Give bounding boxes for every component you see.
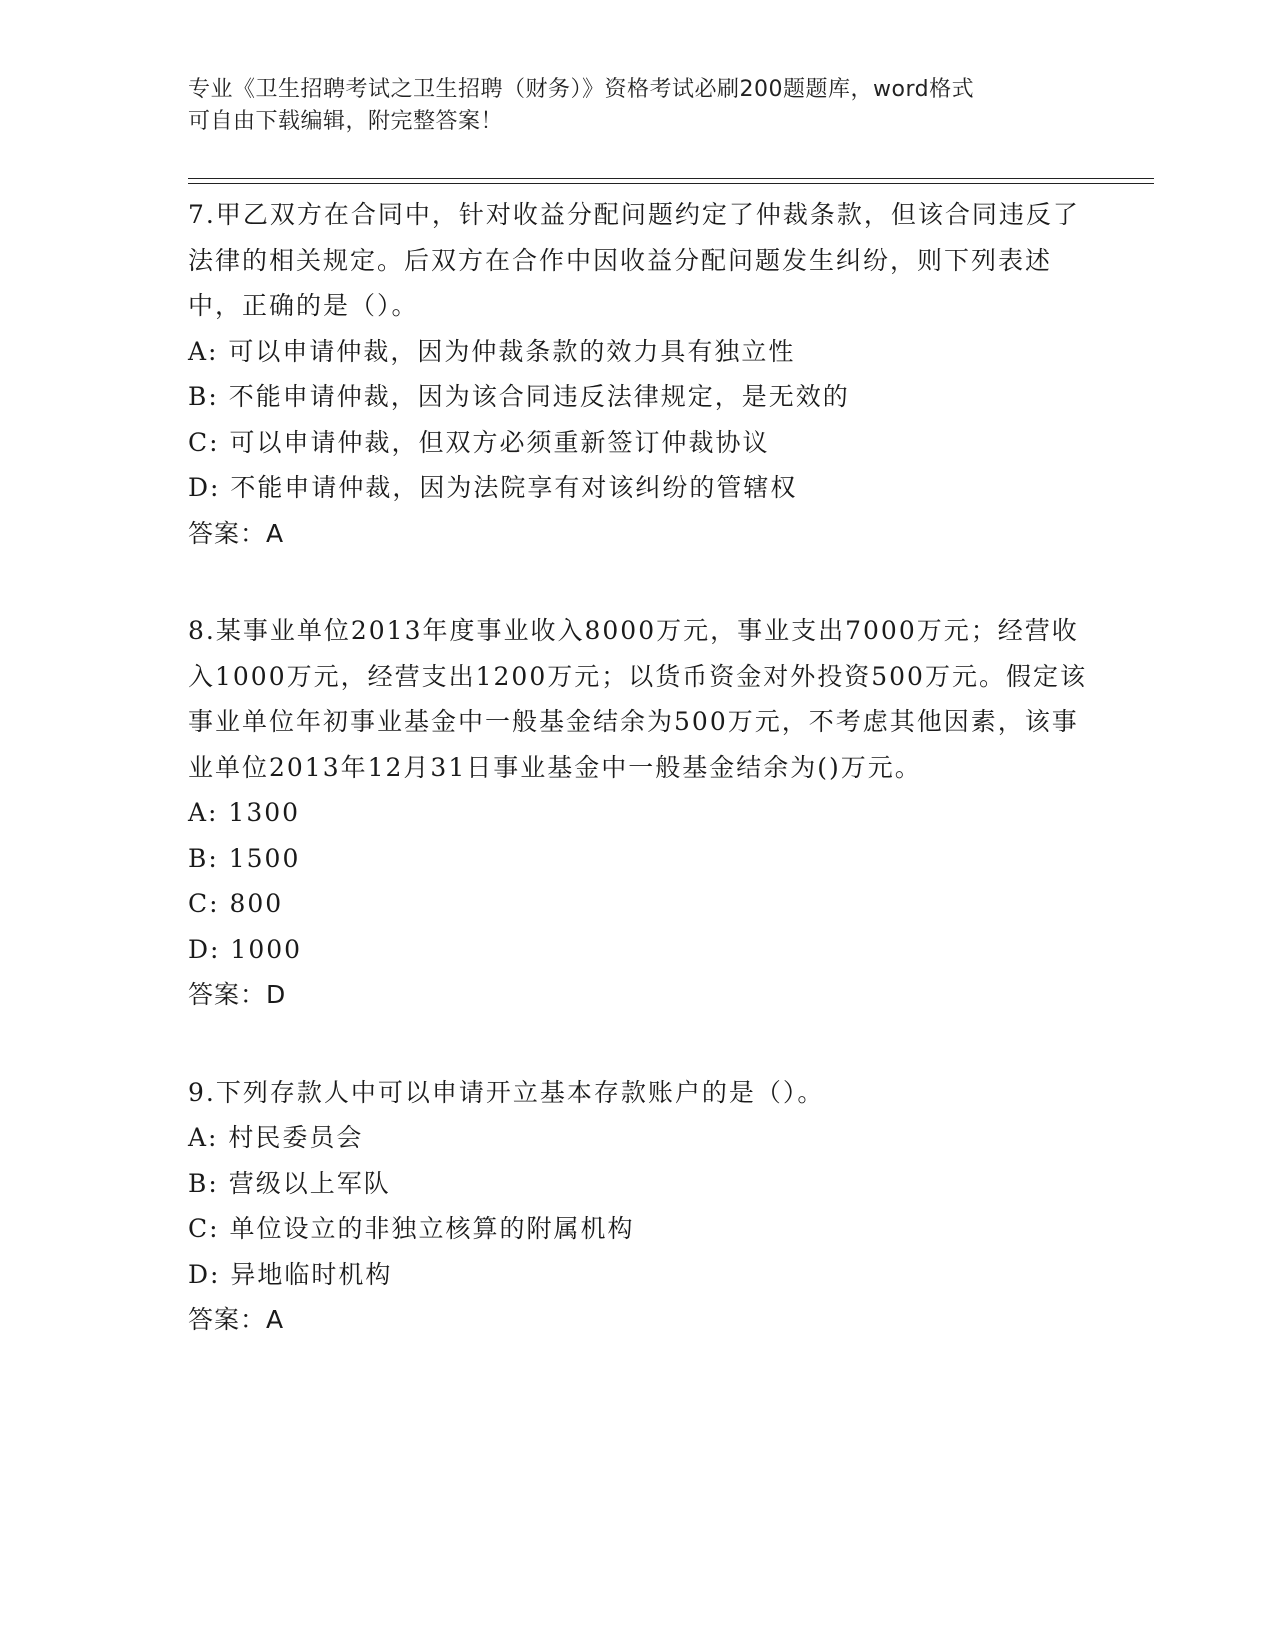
question-list xyxy=(188,192,1088,1395)
answer-label: 答案：D xyxy=(188,980,287,1009)
option-d: D: 1000 xyxy=(188,934,303,964)
option-c: C: 800 xyxy=(188,889,284,918)
option-b: B: 1500 xyxy=(188,843,301,873)
question-8 xyxy=(188,608,1088,1018)
option-b: B: 不能申请仲裁，因为该合同违反法律规定，是无效的 xyxy=(188,382,850,411)
answer-label: 答案：A xyxy=(188,518,285,548)
header-rule-bottom xyxy=(188,183,1154,184)
question-9 xyxy=(188,1070,1088,1343)
document-header xyxy=(188,74,1088,138)
option-d: D: 不能申请仲裁，因为法院享有对该纠纷的管辖权 xyxy=(188,473,798,502)
option-a: A: 可以申请仲裁，因为仲裁条款的效力具有独立性 xyxy=(188,336,796,366)
header-line-1: 专业《卫生招聘考试之卫生招聘（财务）》资格考试必刷200题题库，word格式 xyxy=(188,77,975,102)
question-stem: 8.某事业单位2013年度事业收入8000万元，事业支出7000万元；经营收入1000万元，经营支出1200万元；以货币资金对外投资500万元。假定该事业单位年初事业基金中一般基金结余为500万元，不考虑其他因素，该事业单位2013年12月31日事业基金中一般基金结余为()万元。 xyxy=(188,616,1087,782)
option-b: B: 营级以上军队 xyxy=(188,1168,391,1198)
answer-label: 答案：A xyxy=(188,1305,285,1334)
header-rule-top xyxy=(188,178,1154,179)
option-a: A: 1300 xyxy=(188,798,301,827)
option-c: C: 可以申请仲裁，但双方必须重新签订仲裁协议 xyxy=(188,427,770,457)
question-stem: 7.甲乙双方在合同中，针对收益分配问题约定了仲裁条款，但该合同违反了法律的相关规定。后双方在合作中因收益分配问题发生纠纷，则下列表述中，正确的是（）。 xyxy=(188,200,1080,320)
option-d: D: 异地临时机构 xyxy=(188,1259,393,1289)
option-a: A: 村民委员会 xyxy=(188,1123,364,1152)
question-stem: 9.下列存款人中可以申请开立基本存款账户的是（）。 xyxy=(188,1077,825,1107)
question-7 xyxy=(188,192,1088,556)
header-line-2: 可自由下载编辑，附完整答案！ xyxy=(188,109,504,134)
option-c: C: 单位设立的非独立核算的附属机构 xyxy=(188,1214,635,1243)
